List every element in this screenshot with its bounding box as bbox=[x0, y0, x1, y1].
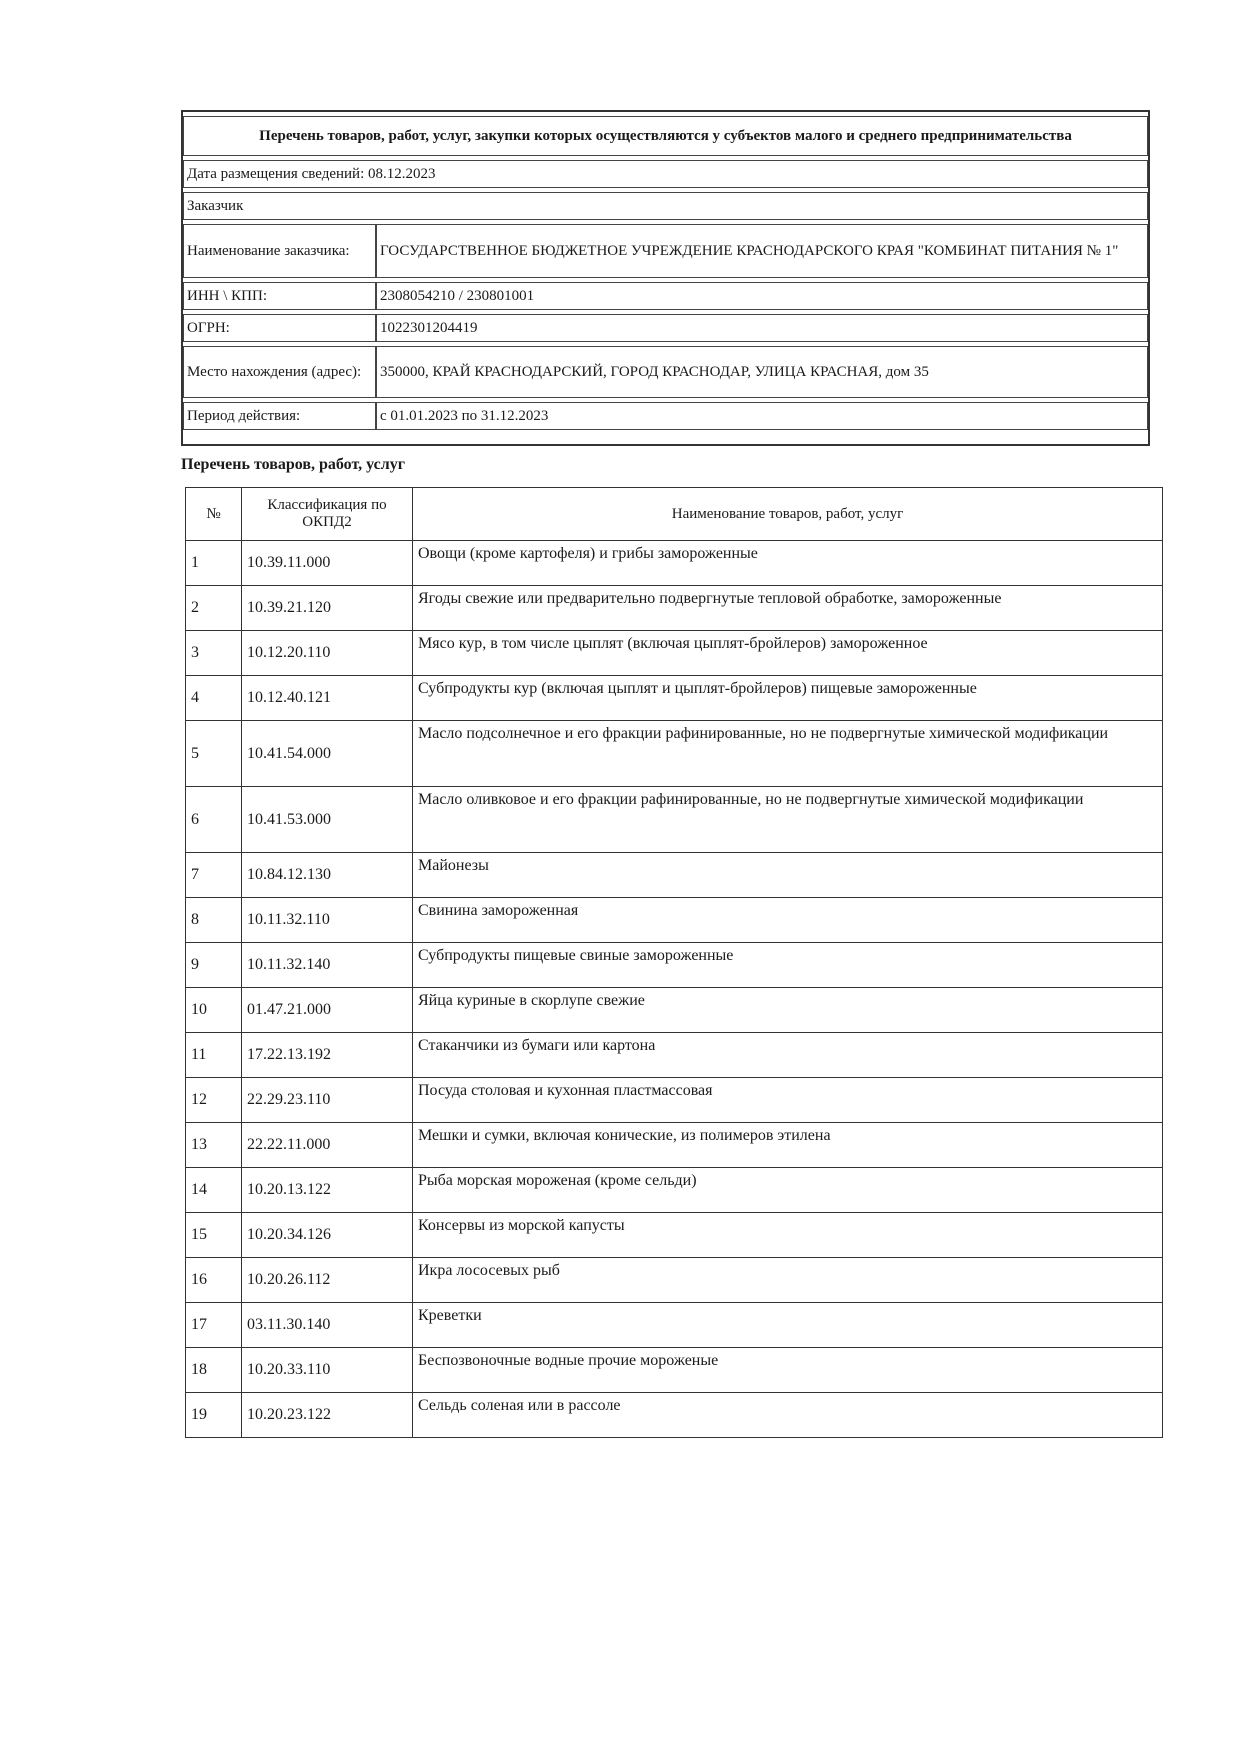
table-row bbox=[186, 1123, 1163, 1168]
row-number: 13 bbox=[186, 1123, 242, 1168]
row-number: 8 bbox=[186, 898, 242, 943]
table-row bbox=[186, 676, 1163, 721]
row-item-name: Свинина замороженная bbox=[413, 898, 1163, 943]
row-number: 16 bbox=[186, 1258, 242, 1303]
goods-table bbox=[185, 487, 1163, 1438]
row-number: 2 bbox=[186, 586, 242, 631]
row-number: 7 bbox=[186, 853, 242, 898]
row-okpd2-code: 10.41.53.000 bbox=[242, 787, 413, 853]
ogrn-label: ОГРН: bbox=[183, 314, 376, 342]
row-item-name: Субпродукты пищевые свиные замороженные bbox=[413, 943, 1163, 988]
row-item-name: Масло подсолнечное и его фракции рафинированные, но не подвергнутые химической модификации bbox=[413, 721, 1163, 787]
row-item-name: Беспозвоночные водные прочие мороженые bbox=[413, 1348, 1163, 1393]
column-header-okpd2: Классификация по ОКПД2 bbox=[242, 488, 413, 541]
table-row bbox=[186, 1168, 1163, 1213]
row-okpd2-code: 10.41.54.000 bbox=[242, 721, 413, 787]
row-number: 12 bbox=[186, 1078, 242, 1123]
row-item-name: Сельдь соленая или в рассоле bbox=[413, 1393, 1163, 1438]
inn-kpp-value: 2308054210 / 230801001 bbox=[376, 282, 1148, 310]
address-value: 350000, КРАЙ КРАСНОДАРСКИЙ, ГОРОД КРАСНОДАР, УЛИЦА КРАСНАЯ, дом 35 bbox=[376, 346, 1148, 398]
row-okpd2-code: 10.20.13.122 bbox=[242, 1168, 413, 1213]
row-number: 9 bbox=[186, 943, 242, 988]
row-item-name: Овощи (кроме картофеля) и грибы замороженные bbox=[413, 541, 1163, 586]
row-number: 6 bbox=[186, 787, 242, 853]
row-number: 4 bbox=[186, 676, 242, 721]
row-okpd2-code: 10.11.32.140 bbox=[242, 943, 413, 988]
table-row bbox=[186, 898, 1163, 943]
row-item-name: Стаканчики из бумаги или картона bbox=[413, 1033, 1163, 1078]
row-item-name: Майонезы bbox=[413, 853, 1163, 898]
row-item-name: Масло оливковое и его фракции рафинированные, но не подвергнутые химической модификации bbox=[413, 787, 1163, 853]
row-okpd2-code: 10.12.20.110 bbox=[242, 631, 413, 676]
customer-info-table bbox=[183, 112, 1148, 434]
goods-table-body bbox=[186, 541, 1163, 1438]
placement-date: Дата размещения сведений: 08.12.2023 bbox=[183, 160, 1148, 188]
row-item-name: Ягоды свежие или предварительно подвергнутые тепловой обработке, замороженные bbox=[413, 586, 1163, 631]
row-number: 14 bbox=[186, 1168, 242, 1213]
row-number: 17 bbox=[186, 1303, 242, 1348]
row-number: 3 bbox=[186, 631, 242, 676]
row-okpd2-code: 10.39.11.000 bbox=[242, 541, 413, 586]
row-okpd2-code: 03.11.30.140 bbox=[242, 1303, 413, 1348]
table-row bbox=[186, 1033, 1163, 1078]
table-row bbox=[186, 787, 1163, 853]
row-item-name: Яйца куриные в скорлупе свежие bbox=[413, 988, 1163, 1033]
row-okpd2-code: 22.22.11.000 bbox=[242, 1123, 413, 1168]
table-row bbox=[186, 541, 1163, 586]
row-number: 18 bbox=[186, 1348, 242, 1393]
row-number: 19 bbox=[186, 1393, 242, 1438]
row-okpd2-code: 10.20.33.110 bbox=[242, 1348, 413, 1393]
period-label: Период действия: bbox=[183, 402, 376, 430]
document-title: Перечень товаров, работ, услуг, закупки которых осуществляются у субъектов малого и среднего предпринимательства bbox=[183, 116, 1148, 156]
row-number: 10 bbox=[186, 988, 242, 1033]
row-okpd2-code: 10.20.26.112 bbox=[242, 1258, 413, 1303]
table-row bbox=[186, 631, 1163, 676]
row-number: 5 bbox=[186, 721, 242, 787]
table-row bbox=[186, 1348, 1163, 1393]
table-row bbox=[186, 721, 1163, 787]
table-row bbox=[186, 1393, 1163, 1438]
row-item-name: Мешки и сумки, включая конические, из полимеров этилена bbox=[413, 1123, 1163, 1168]
table-row bbox=[186, 988, 1163, 1033]
column-header-name: Наименование товаров, работ, услуг bbox=[413, 488, 1163, 541]
row-item-name: Посуда столовая и кухонная пластмассовая bbox=[413, 1078, 1163, 1123]
row-okpd2-code: 10.12.40.121 bbox=[242, 676, 413, 721]
row-okpd2-code: 17.22.13.192 bbox=[242, 1033, 413, 1078]
table-row bbox=[186, 1078, 1163, 1123]
row-item-name: Субпродукты кур (включая цыплят и цыплят-бройлеров) пищевые замороженные bbox=[413, 676, 1163, 721]
row-number: 1 bbox=[186, 541, 242, 586]
row-okpd2-code: 10.84.12.130 bbox=[242, 853, 413, 898]
customer-info-box bbox=[181, 110, 1150, 446]
table-row bbox=[186, 1258, 1163, 1303]
row-okpd2-code: 10.20.23.122 bbox=[242, 1393, 413, 1438]
row-item-name: Рыба морская мороженая (кроме сельди) bbox=[413, 1168, 1163, 1213]
list-heading: Перечень товаров, работ, услуг bbox=[181, 456, 405, 473]
customer-section-label: Заказчик bbox=[183, 192, 1148, 220]
table-header-row bbox=[186, 488, 1163, 541]
column-header-number: № bbox=[186, 488, 242, 541]
table-row bbox=[186, 1303, 1163, 1348]
table-row bbox=[186, 586, 1163, 631]
table-row bbox=[186, 853, 1163, 898]
address-label: Место нахождения (адрес): bbox=[183, 346, 376, 398]
row-item-name: Консервы из морской капусты bbox=[413, 1213, 1163, 1258]
period-value: с 01.01.2023 по 31.12.2023 bbox=[376, 402, 1148, 430]
row-okpd2-code: 10.11.32.110 bbox=[242, 898, 413, 943]
row-okpd2-code: 22.29.23.110 bbox=[242, 1078, 413, 1123]
row-item-name: Креветки bbox=[413, 1303, 1163, 1348]
row-okpd2-code: 10.20.34.126 bbox=[242, 1213, 413, 1258]
row-item-name: Мясо кур, в том числе цыплят (включая цыплят-бройлеров) замороженное bbox=[413, 631, 1163, 676]
inn-kpp-label: ИНН \ КПП: bbox=[183, 282, 376, 310]
ogrn-value: 1022301204419 bbox=[376, 314, 1148, 342]
customer-name-label: Наименование заказчика: bbox=[183, 224, 376, 278]
row-okpd2-code: 01.47.21.000 bbox=[242, 988, 413, 1033]
row-number: 15 bbox=[186, 1213, 242, 1258]
row-okpd2-code: 10.39.21.120 bbox=[242, 586, 413, 631]
row-number: 11 bbox=[186, 1033, 242, 1078]
customer-name-value: ГОСУДАРСТВЕННОЕ БЮДЖЕТНОЕ УЧРЕЖДЕНИЕ КРАСНОДАРСКОГО КРАЯ "КОМБИНАТ ПИТАНИЯ № 1" bbox=[376, 224, 1148, 278]
table-row bbox=[186, 1213, 1163, 1258]
table-row bbox=[186, 943, 1163, 988]
row-item-name: Икра лососевых рыб bbox=[413, 1258, 1163, 1303]
